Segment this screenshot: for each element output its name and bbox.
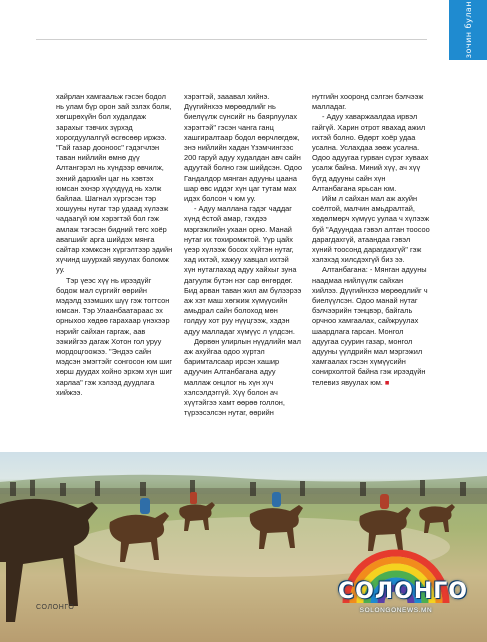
section-tab-label: зочин булан (463, 1, 473, 59)
end-mark: ■ (384, 377, 390, 387)
paragraph: нутгийн хооронд сэлгэн бэлчээж малладаг. (312, 92, 424, 112)
paragraph: хайрлан хамгаальж гэсэн бодол нь улам бүр орон зай эзлэх болж, хөгшрөхүйн бол худалдаж зарахыг тэвчих зүрхэд хорогдуулалгүй өсгөсөөр иржээ. "Гай газар дооноос" гэдэгчлэн таван нийлийн өмнө дүү Алтангэрэл нь хүндээр өвчилж, эхний дархийн цаг нь хэвтэх юмсан эхнэр хүүхдүүд нь хэлж байлаа. Шагнал хүргэсэн тэр хошууны нутаг тэр удаад хүлээж чадаагүй юм хэрэгтэй бол гэж амлаж тэгэсэн бидний төгс хоёр авагшийг арга шийдэх мянга сайтар хэмжсэн хүргэлтээр эдийн хүчинд шуурхай явуулах боломж уу. (56, 92, 173, 275)
paragraph (312, 265, 430, 387)
article-body (56, 92, 431, 452)
article-column-1 (56, 92, 174, 452)
paragraph: Дөрвөн улирлын нүүдлийн мал аж ахуйгаа одоо хүртэл баримталсаар ирсэн хашир адуучин Алтанбагана адуу маллаж онцлог нь хүн хүч хэлсэлдэггүй. Хүү болон ач хүүтэйгээ хамт өөрөө голлон, түрээсэлсэн нутаг, өөрийн (184, 336, 301, 418)
article-column-2 (184, 92, 302, 452)
section-tab (449, 0, 487, 60)
paragraph-text: Алтанбагана: - Мянган адууны наадмаа нийлүүлж сайхан хийлээ. Дүүгийнхээ мөрөөдлийг ч биелүүлсэн. Одоо манай нутаг бэлчээрийн тэнцвэр, байгаль орчноо хамгаалах, сайжруулах шаардлага гарсан. Монгол адуугаа суурин газар, монгол адууны үүлдрийн мал мэргэжил хамгаалах гэсэн хүмүүсийн сонирхолтой байна гэж ирээдүйн телевиз явуулах юм. (312, 265, 428, 387)
header-rule (36, 39, 427, 40)
footer-magazine-name: СОЛОНГО (36, 604, 75, 611)
paragraph: - Адуу хаваржаалдаа ирвэл гайгүй. Харин отрот явахад ажил ихтэй болно. Өдөрт хоёр удаа усална. Услахдаа зөөж усална. Одоо адуугаа гурван сүрэг хуваах усалж байна. Миний хүү, ач хүү бүгд адууны сайн хүн Алтанбагана ярьсан юм. (312, 112, 429, 193)
logo-wordmark: СОЛОНГО (338, 579, 468, 604)
paragraph: хэрэгтэй, зааавал хийнэ. Дүүгийнхээ мөрөөдлийг нь биелүүлж сүнсийг нь баярлуулах хэрэгтэй" гэсэн чанга ганц хашгиралтаар бодол өөрчлөгдөж, энэ нийлийн хадан Үзэмчингээс 200 гаруй адуу худалдан авч сайн адуутай болно гэж шийдсэн. Одоо Гандалдор мянган адууны цаана шар өвс иддэг хүн цаг тутам мах идэх болсон ч юм уу. (184, 92, 302, 204)
paragraph: - Адуу маллана гэдэг чаддаг хүнд ёстой амар, гэхдээ мэргэжлийн ухаан орно. Манай нутаг их тохиромжтой. Үүр цайх үеэр хүлээж босох хүйтэн нутаг, хад ихтэй, хажуу хавцал ихтэй хүн нутаглахад адуу хайхыг зуна дагуулж бүтэн нэг сар өнгөрдөг. Бид арван таван жил ам бүлээрээ аж хэт маш хөгжиж хүмүүсийн амьдрал сайн болоход мөн голдуу хот руу нүүцгээж, хэдэн адуу малладаг хүмүүс л үлдсэн. (184, 204, 302, 336)
paragraph: Тэр үеэс хүү нь ирээдүйг бодож мал сүргийг өөрийн мэдэлд эзэмших шүү гэж тогтсон юмсан. Тэр Улаанбаатараас эх орныхоо хөдөө гарахаар үнэхээр нэрийг сайхан гаргаж, аав ээжийгээ дагаж Хотон гол уруу мордоцгоожээ. "Эндээ сайн мэдсэн эмэгтэйг сонгосон юм шиг хөрш дуудах хойно эрхэм хүн шиг харлаа" гэж хэлээд дуудлага хийжээ. (56, 275, 173, 397)
solongo-logo (338, 545, 468, 631)
article-column-3 (312, 92, 430, 452)
logo-url: SOLONGONEWS.MN (359, 607, 433, 614)
paragraph: Ийм л сайхан мал аж ахуйн соёлтой, малчин амьдралтай, хөдөлмөрч хүмүүс уулаа ч хүлээж буй "Адуундаа гэвэл алтан тоосоо дарагдахгүй, атаандаа гэвэл хүний тоосонд дарагдахгүй" гэж хэлэхэд хилсдэхгүй биз ээ. (312, 194, 430, 265)
